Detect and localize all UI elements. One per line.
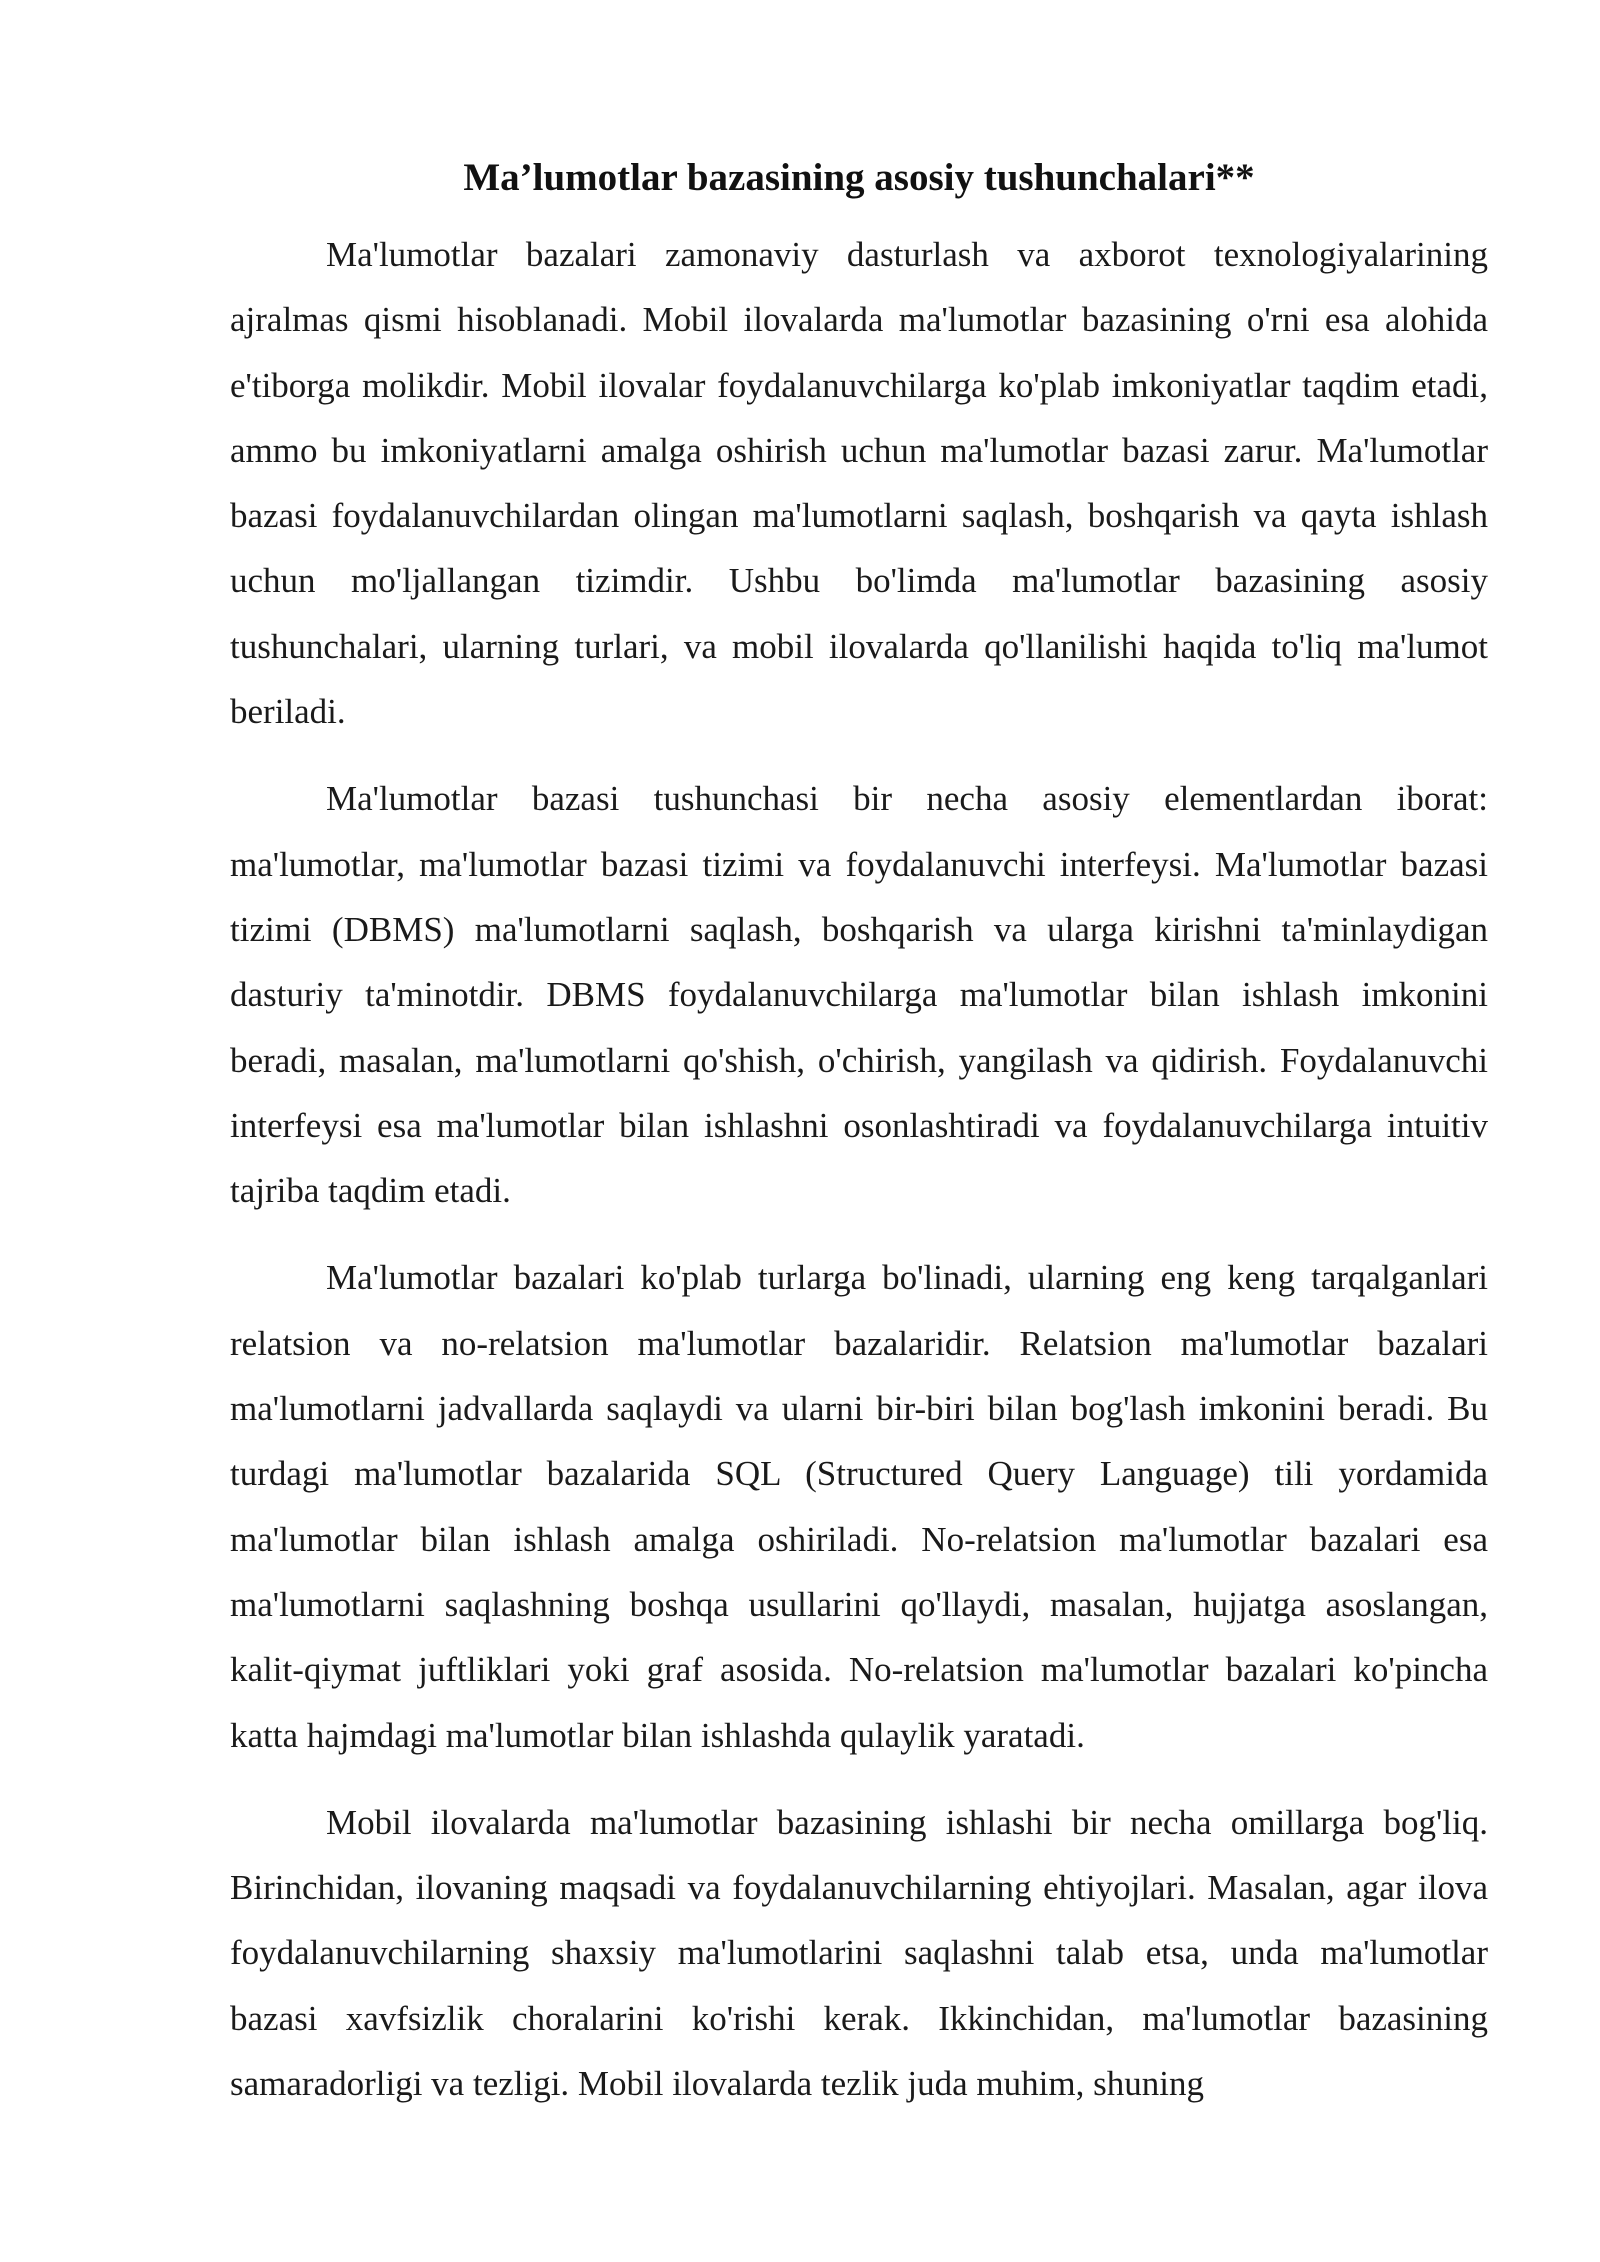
page-title: Ma’lumotlar bazasining asosiy tushunchalari** bbox=[463, 156, 1255, 199]
paragraph-1: Ma'lumotlar bazalari zamonaviy dasturlash va axborot texnologiyalarining ajralmas qismi hisoblanadi. Mobil ilovalarda ma'lumotlar bazasining o'rni esa alohida e'tiborga molikdir. Mobil ilovalar foydalanuvchilarga ko'plab imkoniyatlar taqdim etadi, ammo bu imkoniyatlarni amalga oshirish uchun ma'lumotlar bazasi zarur. Ma'lumotlar bazasi foydalanuvchilardan olingan ma'lumotlarni saqlash, boshqarish va qayta ishlash uchun mo'ljallangan tizimdir. Ushbu bo'limda ma'lumotlar bazasining asosiy tushunchalari, ularning turlari, va mobil ilovalarda qo'llanilishi haqida to'liq ma'lumot beriladi. bbox=[230, 235, 1488, 732]
document-body bbox=[230, 150, 1488, 2138]
paragraph-3: Ma'lumotlar bazalari ko'plab turlarga bo'linadi, ularning eng keng tarqalganlari relatsion va no-relatsion ma'lumotlar bazalaridir. Relatsion ma'lumotlar bazalari ma'lumotlarni jadvallarda saqlaydi va ularni bir-biri bilan bog'lash imkonini beradi. Bu turdagi ma'lumotlar bazalarida SQL (Structured Query Language) tili yordamida ma'lumotlar bilan ishlash amalga oshiriladi. No-relatsion ma'lumotlar bazalari esa ma'lumotlarni saqlashning boshqa usullarini qo'llaydi, masalan, hujjatga asoslangan, kalit-qiymat juftliklari yoki graf asosida. No-relatsion ma'lumotlar bazalari ko'pincha katta hajmdagi ma'lumotlar bilan ishlashda qulaylik yaratadi. bbox=[230, 1258, 1488, 1755]
paragraph-4: Mobil ilovalarda ma'lumotlar bazasining ishlashi bir necha omillarga bog'liq. Birinchidan, ilovaning maqsadi va foydalanuvchilarning ehtiyojlari. Masalan, agar ilova foydalanuvchilarning shaxsiy ma'lumotlarini saqlashni talab etsa, unda ma'lumotlar bazasi xavfsizlik choralarini ko'rishi kerak. Ikkinchidan, ma'lumotlar bazasining samaradorligi va tezligi. Mobil ilovalarda tezlik juda muhim, shuning bbox=[230, 1802, 1488, 2104]
paragraph-2: Ma'lumotlar bazasi tushunchasi bir necha asosiy elementlardan iborat: ma'lumotlar, ma'lumotlar bazasi tizimi va foydalanuvchi interfeysi. Ma'lumotlar bazasi tizimi (DBMS) ma'lumotlarni saqlash, boshqarish va ularga kirishni ta'minlaydigan dasturiy ta'minotdir. DBMS foydalanuvchilarga ma'lumotlar bilan ishlash imkonini beradi, masalan, ma'lumotlarni qo'shish, o'chirish, yangilash va qidirish. Foydalanuvchi interfeysi esa ma'lumotlar bilan ishlashni osonlashtiradi va foydalanuvchilarga intuitiv tajriba taqdim etadi. bbox=[230, 779, 1488, 1211]
